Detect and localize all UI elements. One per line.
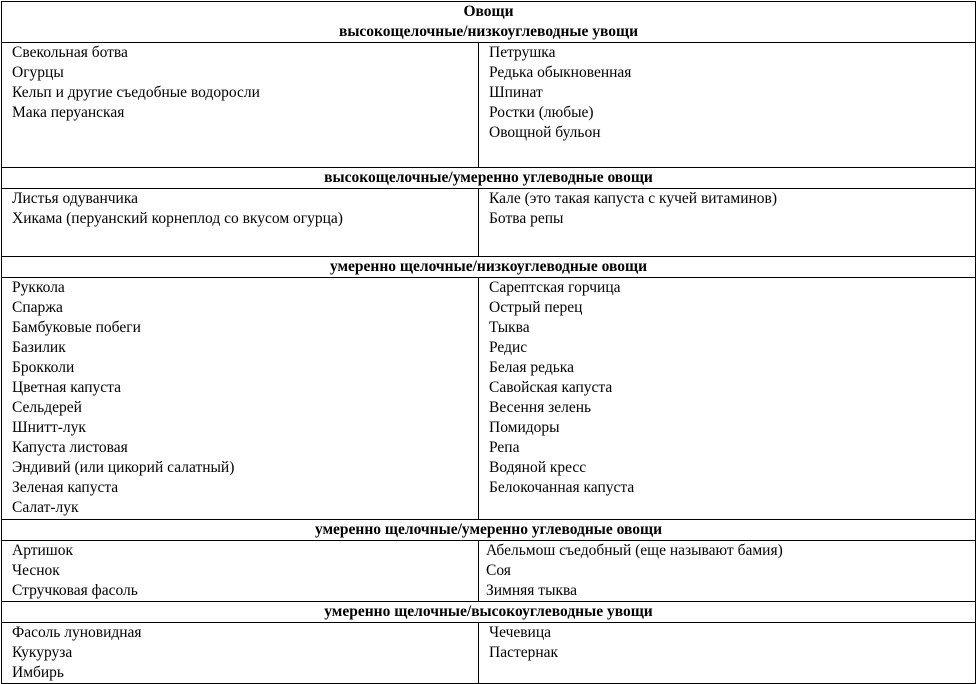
left-column <box>2 278 479 519</box>
list-item: Петрушка <box>489 44 556 62</box>
list-item: Шнитт-лук <box>12 419 86 437</box>
section-heading: умеренно щелочные/высокоуглеводные увощи <box>324 602 653 620</box>
list-item: Имбирь <box>12 663 65 681</box>
left-column <box>2 622 479 683</box>
list-item: Бамбуковые побеги <box>12 319 141 337</box>
list-item: Шпинат <box>489 84 543 102</box>
section-header-row <box>2 257 976 278</box>
right-column <box>479 189 976 257</box>
right-column <box>479 278 976 519</box>
list-item: Артишок <box>12 541 74 559</box>
list-item: Репа <box>489 439 520 457</box>
list-item: Помидоры <box>489 419 560 437</box>
list-item: Савойская капуста <box>489 379 613 397</box>
list-item: Листья одуванчика <box>12 190 139 208</box>
list-item: Водяной кресс <box>489 459 587 477</box>
right-column <box>479 540 976 601</box>
section-header <box>2 601 976 622</box>
list-item: Огурцы <box>12 64 64 82</box>
list-item: Редька обыкновенная <box>489 64 632 82</box>
list-item: Сарептская горчица <box>489 279 621 297</box>
section-header-row <box>2 601 976 622</box>
section-header <box>2 257 976 278</box>
section-header-row <box>2 519 976 540</box>
section-heading: высокощелочные/умеренно углеводные овощи <box>324 169 653 187</box>
vegetables-table <box>1 1 976 684</box>
list-item: Спаржа <box>12 299 63 317</box>
left-column <box>2 43 479 168</box>
right-column <box>479 622 976 683</box>
list-item: Брокколи <box>12 359 75 377</box>
list-item: Фасоль луновидная <box>12 623 142 641</box>
list-item: Чечевица <box>489 623 552 641</box>
list-item: Цветная капуста <box>12 379 121 397</box>
right-column <box>479 43 976 168</box>
list-item: Сельдерей <box>12 399 82 417</box>
section-header <box>2 519 976 540</box>
list-item: Тыква <box>489 319 530 337</box>
list-item: Ботва репы <box>489 210 564 228</box>
list-item: Острый перец <box>489 299 583 317</box>
left-column <box>2 540 479 601</box>
list-item: Свекольная ботва <box>12 44 128 62</box>
list-item: Зимняя тыква <box>486 581 578 599</box>
list-item: Мака перуанская <box>12 104 125 122</box>
list-item: Белокочанная капуста <box>489 479 635 497</box>
list-item: Стручковая фасоль <box>12 581 138 599</box>
section-header <box>2 2 976 43</box>
section-items-row <box>2 622 976 683</box>
list-item: Овощной бульон <box>489 124 601 142</box>
left-column <box>2 189 479 257</box>
list-item: Ростки (любые) <box>489 104 594 122</box>
list-item: Кельп и другие съедобные водоросли <box>12 84 260 102</box>
list-item: Соя <box>486 561 511 579</box>
list-item: Эндивий (или цикорий салатный) <box>12 459 235 477</box>
list-item: Салат-лук <box>12 499 79 517</box>
list-item: Абельмош съедобный (еще называют бамия) <box>486 541 783 559</box>
section-items-row <box>2 278 976 519</box>
section-items-row <box>2 189 976 257</box>
list-item: Редис <box>489 339 528 357</box>
table-title: Овощи <box>463 3 514 20</box>
section-header <box>2 168 976 189</box>
list-item: Пастернак <box>489 643 559 661</box>
list-item: Хикама (перуанский корнеплод со вкусом огурца) <box>12 210 343 228</box>
section-heading: высокощелочные/низкоуглеводные увощи <box>338 23 639 40</box>
list-item: Руккола <box>12 279 65 297</box>
section-header-row <box>2 2 976 43</box>
section-heading: умеренно щелочные/умеренно углеводные овощи <box>314 520 663 538</box>
section-header-row <box>2 168 976 189</box>
list-item: Кале (это такая капуста с кучей витаминов) <box>489 190 778 208</box>
section-heading: умеренно щелочные/низкоуглеводные овощи <box>329 258 648 276</box>
section-items-row <box>2 540 976 601</box>
section-items-row <box>2 43 976 168</box>
list-item: Весення зелень <box>489 399 592 417</box>
list-item: Базилик <box>12 339 66 357</box>
list-item: Кукуруза <box>12 643 73 661</box>
list-item: Зеленая капуста <box>12 479 119 497</box>
list-item: Белая редька <box>489 359 574 377</box>
list-item: Чеснок <box>12 561 60 579</box>
list-item: Капуста листовая <box>12 439 128 457</box>
